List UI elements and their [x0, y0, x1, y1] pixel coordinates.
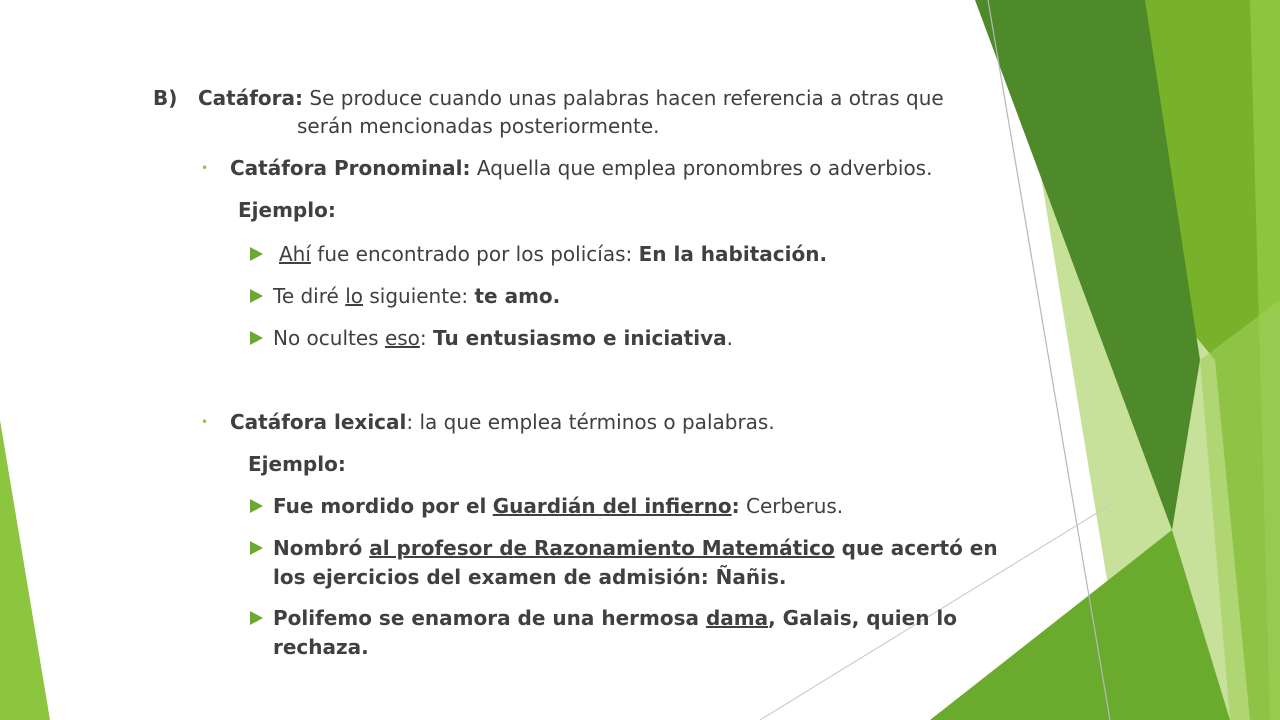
- referent-text: Tu entusiasmo e iniciativa: [433, 326, 727, 350]
- lexical-description: : la que emplea términos o palabras.: [406, 410, 775, 434]
- lexical-item-3-line2: rechaza.: [273, 635, 369, 659]
- reference-word: dama: [705, 606, 769, 630]
- item-text: que acertó en: [841, 536, 998, 560]
- arrow-bullet-icon: [250, 499, 263, 513]
- pronominal-item-1: [279, 240, 827, 268]
- lexical-item-2: [273, 534, 998, 562]
- item-text: , Galais, quien lo: [768, 606, 958, 630]
- pronominal-example-label: Ejemplo:: [238, 198, 336, 222]
- referent-text: te amo.: [474, 284, 561, 308]
- pronominal-term: Catáfora Pronominal:: [230, 156, 471, 180]
- item-text: siguiente:: [369, 284, 469, 308]
- arrow-bullet-icon: [250, 331, 263, 345]
- pronominal-item-2: [273, 282, 560, 310]
- item-text: Nombró: [273, 536, 363, 560]
- pronominal-line: [230, 154, 932, 182]
- item-text: Te diré: [273, 284, 339, 308]
- item-text: fue encontrado por los policías:: [317, 242, 633, 266]
- arrow-bullet-icon: [250, 289, 263, 303]
- section-definition-line2: serán mencionadas posteriormente.: [297, 114, 660, 138]
- item-text: No ocultes: [273, 326, 379, 350]
- lexical-item-2-line2: los ejercicios del examen de admisión: Ñañis.: [273, 565, 787, 589]
- lexical-line: [230, 408, 775, 436]
- lexical-example-label: Ejemplo:: [248, 452, 346, 476]
- section-term-line: [198, 84, 944, 112]
- item-colon: :: [419, 326, 427, 350]
- bullet-dot-icon: •: [201, 161, 209, 175]
- referent-text: En la habitación: [638, 242, 820, 266]
- item-colon: :: [731, 494, 740, 518]
- arrow-bullet-icon: [250, 611, 263, 625]
- section-term: Catáfora:: [198, 86, 304, 110]
- arrow-bullet-icon: [250, 541, 263, 555]
- reference-word: al profesor de Razonamiento Matemático: [369, 536, 835, 560]
- lexical-item-3: [273, 604, 957, 632]
- pronominal-description: Aquella que emplea pronombres o adverbios.: [476, 156, 933, 180]
- section-header-line: [153, 84, 177, 112]
- item-text: Fue mordido por el: [273, 494, 487, 518]
- reference-word: Guardián del infierno: [492, 494, 732, 518]
- item-text: Polifemo se enamora de una hermosa: [273, 606, 699, 630]
- item-end-punct: .: [819, 242, 828, 266]
- left-edge-shape: [0, 420, 50, 720]
- section-marker: B): [153, 86, 178, 110]
- item-end-punct: .: [726, 326, 733, 350]
- reference-word: Ahí: [279, 242, 311, 266]
- pronominal-item-3: [273, 324, 733, 352]
- lexical-term: Catáfora lexical: [230, 410, 407, 434]
- reference-word: eso: [384, 326, 420, 350]
- reference-word: lo: [345, 284, 363, 308]
- bullet-dot-icon: •: [201, 415, 209, 429]
- arrow-bullet-icon: [250, 247, 263, 261]
- referent-text: Cerberus.: [746, 494, 844, 518]
- section-definition-line1: Se produce cuando unas palabras hacen referencia a otras que: [309, 86, 944, 110]
- lexical-item-1: [273, 492, 843, 520]
